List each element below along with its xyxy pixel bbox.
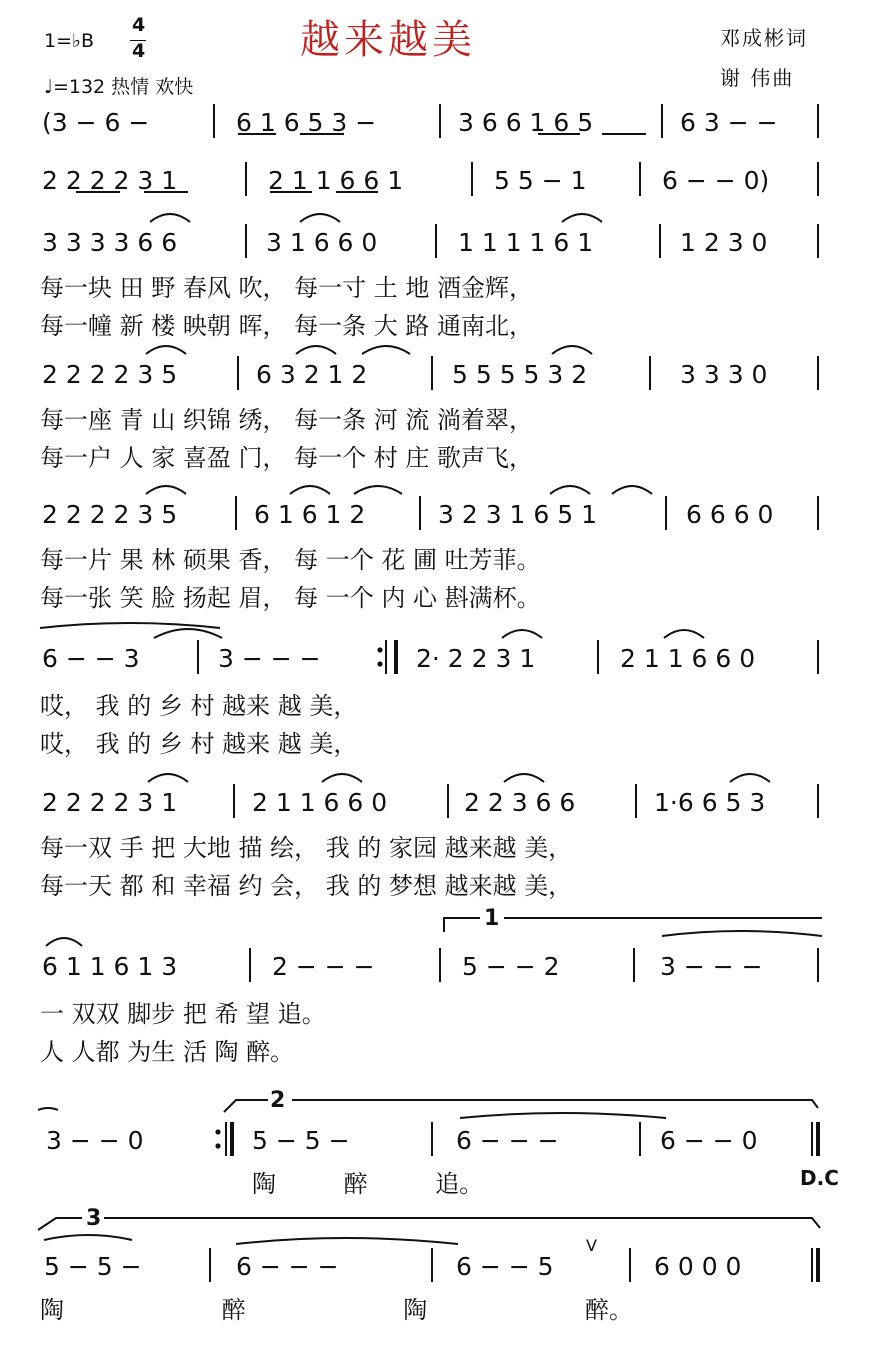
measure-9-2: 5 − 5 − <box>252 1126 350 1155</box>
lyric-3-verse-2: 每一幢 新 楼 映朝 晖， 每一条 大 路 通南北， <box>40 312 534 340</box>
measure-3-3: 1 1 1 1 6 1 <box>458 228 594 257</box>
slur <box>290 486 330 494</box>
measure-7-2: 2 1 1 6 6 0 <box>252 788 388 817</box>
measure-10-3: 6 − − 5 <box>456 1252 554 1281</box>
slur <box>552 346 592 354</box>
key-signature: 1=♭B <box>44 30 95 52</box>
slur <box>148 774 188 782</box>
dc-mark: D.C <box>800 1166 839 1190</box>
slur <box>150 214 190 222</box>
repeat-dot <box>215 1129 220 1134</box>
measure-5-1: 2 2 2 2 3 5 <box>42 500 178 529</box>
lyric-9: 陶 醉 追。 <box>252 1170 484 1198</box>
lyric-10: 陶 醉 陶 醉。 <box>40 1296 633 1324</box>
slur <box>300 214 340 222</box>
measure-1-4: 6 3 − − <box>680 108 778 137</box>
measure-3-1: 3 3 3 3 6 6 <box>42 228 178 257</box>
measure-4-2: 6 3 2 1 2 <box>256 360 368 389</box>
measure-5-2: 6 1 6 1 2 <box>254 500 366 529</box>
repeat-dot <box>215 1143 220 1148</box>
measure-10-4: 6 0 0 0 <box>654 1252 742 1281</box>
measure-9-4: 6 − − 0 <box>660 1126 758 1155</box>
volta-1-bracket <box>444 918 480 932</box>
lyric-8-verse-2: 人 人都 为生 活 陶 醉。 <box>40 1038 295 1066</box>
breath-mark-icon: V <box>586 1236 597 1255</box>
composer-credit: 谢 伟曲 <box>720 66 795 90</box>
measure-8-3: 5 − − 2 <box>462 952 560 981</box>
measure-9-1: 3 − − 0 <box>46 1126 144 1155</box>
volta-1-label: 1 <box>484 906 500 931</box>
measure-10-2: 6 − − − <box>236 1252 339 1281</box>
slur <box>730 774 770 782</box>
measure-1-2: 6 1 6 5 3 − <box>236 108 377 137</box>
measure-10-1: 5 − 5 − <box>44 1252 142 1281</box>
measure-7-4: 1·6 6 5 3 <box>654 788 766 817</box>
song-title: 越来越美 <box>300 17 476 63</box>
measure-6-1: 6 − − 3 <box>42 644 140 673</box>
volta-2-label: 2 <box>270 1088 286 1113</box>
tie <box>236 1238 458 1244</box>
slur <box>354 486 402 494</box>
slur <box>562 214 602 222</box>
slur <box>664 630 704 638</box>
slur <box>146 486 186 494</box>
measure-6-3: 2· 2 2 3 1 <box>416 644 536 673</box>
slur <box>550 486 590 494</box>
tie <box>44 1235 132 1240</box>
lyric-5-verse-2: 每一张 笑 脸 扬起 眉， 每 一个 内 心 斟满杯。 <box>40 584 541 612</box>
measure-5-3: 3 2 3 1 6 5 1 <box>438 500 598 529</box>
repeat-dot <box>377 661 382 666</box>
measure-7-1: 2 2 2 2 3 1 <box>42 788 178 817</box>
slur <box>504 774 544 782</box>
measure-2-3: 5 5 − 1 <box>494 166 587 195</box>
tie <box>40 623 220 628</box>
measure-2-2: 2 1 1 6 6 1 <box>268 166 404 195</box>
slur <box>296 346 336 354</box>
measure-2-4: 6 − − 0) <box>662 166 770 195</box>
tie <box>460 1113 666 1118</box>
measure-6-4: 2 1 1 6 6 0 <box>620 644 756 673</box>
measure-7-3: 2 2 3 6 6 <box>464 788 576 817</box>
lyricist-credit: 邓成彬词 <box>720 26 808 50</box>
measure-8-1: 6 1 1 6 1 3 <box>42 952 178 981</box>
slur <box>502 630 542 638</box>
lyric-6-verse-2: 哎， 我 的 乡 村 越来 越 美， <box>40 730 358 758</box>
slur <box>46 938 82 946</box>
measure-1-3: 3 6 6 1 6 5 <box>458 108 594 137</box>
slur <box>322 774 362 782</box>
tie <box>662 931 822 936</box>
volta-3-bracket <box>104 1218 820 1228</box>
slur <box>154 629 222 638</box>
lyric-4-verse-2: 每一户 人 家 喜盈 门， 每一个 村 庄 歌声飞， <box>40 444 534 472</box>
slur <box>362 346 410 354</box>
slur <box>612 486 652 494</box>
measure-8-2: 2 − − − <box>272 952 375 981</box>
lyric-6-verse-1: 哎， 我 的 乡 村 越来 越 美， <box>40 692 358 720</box>
lyric-4-verse-1: 每一座 青 山 织锦 绣， 每一条 河 流 淌着翠， <box>40 406 534 434</box>
measure-5-4: 6 6 6 0 <box>686 500 774 529</box>
slur <box>146 346 186 354</box>
time-sig-denominator: 4 <box>132 40 146 62</box>
lyric-8-verse-1: 一 双双 脚步 把 希 望 追。 <box>40 1000 326 1028</box>
repeat-dot <box>377 647 382 652</box>
measure-8-4: 3 − − − <box>660 952 763 981</box>
volta-2-bracket <box>224 1100 268 1112</box>
tempo-marking: ♩=132 热情 欢快 <box>44 76 194 98</box>
measure-1-1: (3 − 6 − <box>42 108 150 137</box>
measure-6-2: 3 − − − <box>218 644 321 673</box>
measure-2-1: 2 2 2 2 3 1 <box>42 166 178 195</box>
measure-4-4: 3 3 3 0 <box>680 360 768 389</box>
volta-3-bracket <box>38 1218 82 1230</box>
volta-2-bracket <box>292 1100 818 1108</box>
lyric-5-verse-1: 每一片 果 林 硕果 香， 每 一个 花 圃 吐芳菲。 <box>40 546 541 574</box>
lyric-7-verse-1: 每一双 手 把 大地 描 绘， 我 的 家园 越来越 美， <box>40 834 573 862</box>
measure-9-3: 6 − − − <box>456 1126 559 1155</box>
time-sig-numerator: 4 <box>132 14 146 36</box>
measure-4-3: 5 5 5 5 3 2 <box>452 360 588 389</box>
lyric-3-verse-1: 每一块 田 野 春风 吹， 每一寸 土 地 酒金辉， <box>40 274 534 302</box>
lyric-7-verse-2: 每一天 都 和 幸福 约 会， 我 的 梦想 越来越 美， <box>40 872 573 900</box>
volta-3-label: 3 <box>86 1206 102 1231</box>
measure-3-4: 1 2 3 0 <box>680 228 768 257</box>
measure-4-1: 2 2 2 2 3 5 <box>42 360 178 389</box>
tie <box>38 1108 58 1110</box>
measure-3-2: 3 1 6 6 0 <box>266 228 378 257</box>
